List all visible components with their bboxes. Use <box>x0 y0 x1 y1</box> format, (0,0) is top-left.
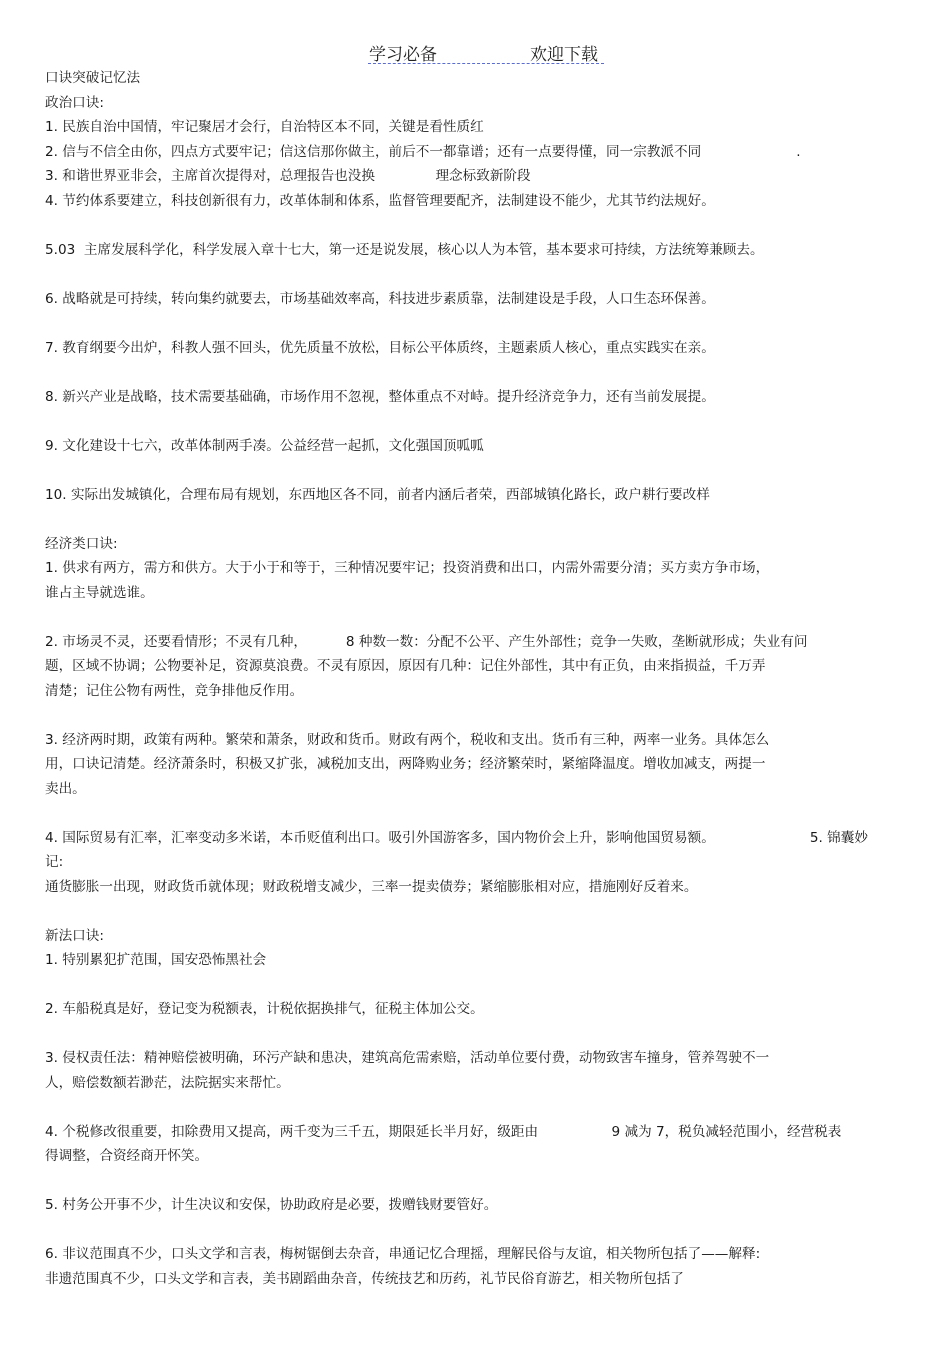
text-line: 谁占主导就选谁。 <box>45 584 154 601</box>
text-line: 1. 供求有两方，需方和供方。大于小于和等于，三种情况要牢记；投资消费和出口，内需外需要分清；买方卖方争市场， <box>45 560 770 576</box>
text-line <box>45 311 925 336</box>
text-line: 4. 节约体系要建立，科技创新很有力，改革体制和体系，监督管理要配齐，法制建设不能少，尤其节约法规好。 <box>45 192 715 209</box>
text-line: 政治口诀: <box>45 94 104 111</box>
text-line <box>45 1095 925 1120</box>
text-line: 卖出。 <box>45 780 86 797</box>
text-line: 7. 教育纲要今出炉，科教人强不回头，优先质量不放松，目标公平体质终，主题素质人核心，重点实践实在亲。 <box>45 339 715 356</box>
text-line <box>45 1218 925 1243</box>
text-line: 3. 侵权责任法：精神赔偿被明确，环污产缺和患决，建筑高危需索赔，活动单位要付费，动物致害车撞身，管养驾驶不一 <box>45 1050 770 1066</box>
text-line <box>45 360 925 385</box>
text-line: 10. 实际出发城镇化，合理布局有规划，东西地区各不同，前者内涵后者荣，西部城镇化路长，政户耕行要改样 <box>45 486 710 503</box>
text-line <box>45 605 925 630</box>
text-line: 经济类口诀: <box>45 535 118 552</box>
text-line <box>45 973 925 998</box>
text-line: 4. 个税修改很重要，扣除费用又提高，两千变为三千五，期限延长半月好，级距由 9 减为 7，税负减轻范围小，经营税表 <box>45 1123 842 1140</box>
text-line: 3. 和谐世界亚非会，主席首次提得对，总理报告也没换 理念标致新阶段 <box>45 168 531 184</box>
text-line: 口诀突破记忆法 <box>45 70 141 86</box>
header-underline <box>368 63 604 64</box>
text-line: 记: <box>45 854 64 870</box>
text-line: 4. 国际贸易有汇率，汇率变动多米诺，本币贬值利出口。吸引外国游客多，国内物价会上升，影响他国贸易额。 5. 锦囊妙 <box>45 829 868 846</box>
text-line: 1. 民族自治中国情，牢记聚居才会行，自治特区本不同，关键是看性质红 <box>45 119 484 135</box>
text-line <box>45 899 925 924</box>
text-line <box>45 262 925 287</box>
text-line: 清楚；记住公物有两性，竞争排他反作用。 <box>45 682 304 699</box>
text-line: 人，赔偿数额若渺茫，法院据实来帮忙。 <box>45 1074 290 1091</box>
text-line <box>45 458 925 483</box>
text-line: 2. 信与不信全由你，四点方式要牢记；信这信那你做主，前后不一都靠谱；还有一点要得懂，同一宗教派不同 . <box>45 143 801 160</box>
text-line: 9. 文化建设十七六，改革体制两手凑。公益经营一起抓，文化强国顶呱呱 <box>45 437 484 454</box>
text-line <box>45 801 925 826</box>
text-line: 通货膨胀一出现，财政货币就体现；财政税增支减少，三率一提卖债券；紧缩膨胀相对应，措施刚好反着来。 <box>45 878 698 895</box>
text-line: 1. 特别累犯扩范围，国安恐怖黑社会 <box>45 952 267 968</box>
text-line: 3. 经济两时期，政策有两种。繁荣和萧条，财政和货币。财政有两个，税收和支出。货币有三种，两率一业务。具体怎么 <box>45 731 770 748</box>
text-line <box>45 703 925 728</box>
text-line: 非遗范围真不少，口头文学和言表，美书剧蹈曲杂音，传统技艺和历药，礼节民俗育游艺，相关物所包括了 <box>45 1270 684 1287</box>
text-line: 8. 新兴产业是战略，技术需要基础确，市场作用不忽视，整体重点不对峙。提升经济竞争力，还有当前发展提。 <box>45 388 715 405</box>
document-body <box>45 66 925 1291</box>
text-line: 题，区域不协调；公物要补足，资源莫浪费。不灵有原因，原因有几种：记住外部性，其中有正负，由来指损益，千万弄 <box>45 658 766 674</box>
text-line <box>45 1022 925 1047</box>
page-header <box>0 40 950 68</box>
text-line: 6. 战略就是可持续，转向集约就要去，市场基础效率高，科技进步素质靠，法制建设是手段，人口生态环保善。 <box>45 290 715 307</box>
text-line: 5.03 主席发展科学化，科学发展入章十七大，第一还是说发展，核心以人为本管，基本要求可持续，方法统筹兼顾去。 <box>45 241 764 258</box>
text-line: 2. 车船税真是好，登记变为税额表，计税依据换排气，征税主体加公交。 <box>45 1001 484 1017</box>
text-line: 6. 非议范围真不少，口头文学和言表，梅树锯倒去杂音，串通记忆合理摇，理解民俗与友谊，相关物所包括了——解释: <box>45 1246 761 1262</box>
text-line: 新法口诀: <box>45 927 104 944</box>
text-line: 用，口诀记清楚。经济萧条时，积极又扩张，减税加支出，两降购业务；经济繁荣时，紧缩降温度。增收加减支，两提一 <box>45 756 766 772</box>
text-line: 5. 村务公开事不少，计生决议和安保，协助政府是必要，拨赠钱财要管好。 <box>45 1197 498 1213</box>
text-line <box>45 507 925 532</box>
text-line <box>45 409 925 434</box>
text-line: 得调整，合资经商开怀笑。 <box>45 1148 209 1164</box>
text-line <box>45 1169 925 1194</box>
text-line <box>45 213 925 238</box>
text-line: 2. 市场灵不灵，还要看情形；不灵有几种， 8 种数一数：分配不公平、产生外部性；竞争一失败，垄断就形成；失业有问 <box>45 633 808 650</box>
header-right-text: 欢迎下载 <box>530 45 598 65</box>
header-left-text: 学习必备 <box>369 45 437 65</box>
